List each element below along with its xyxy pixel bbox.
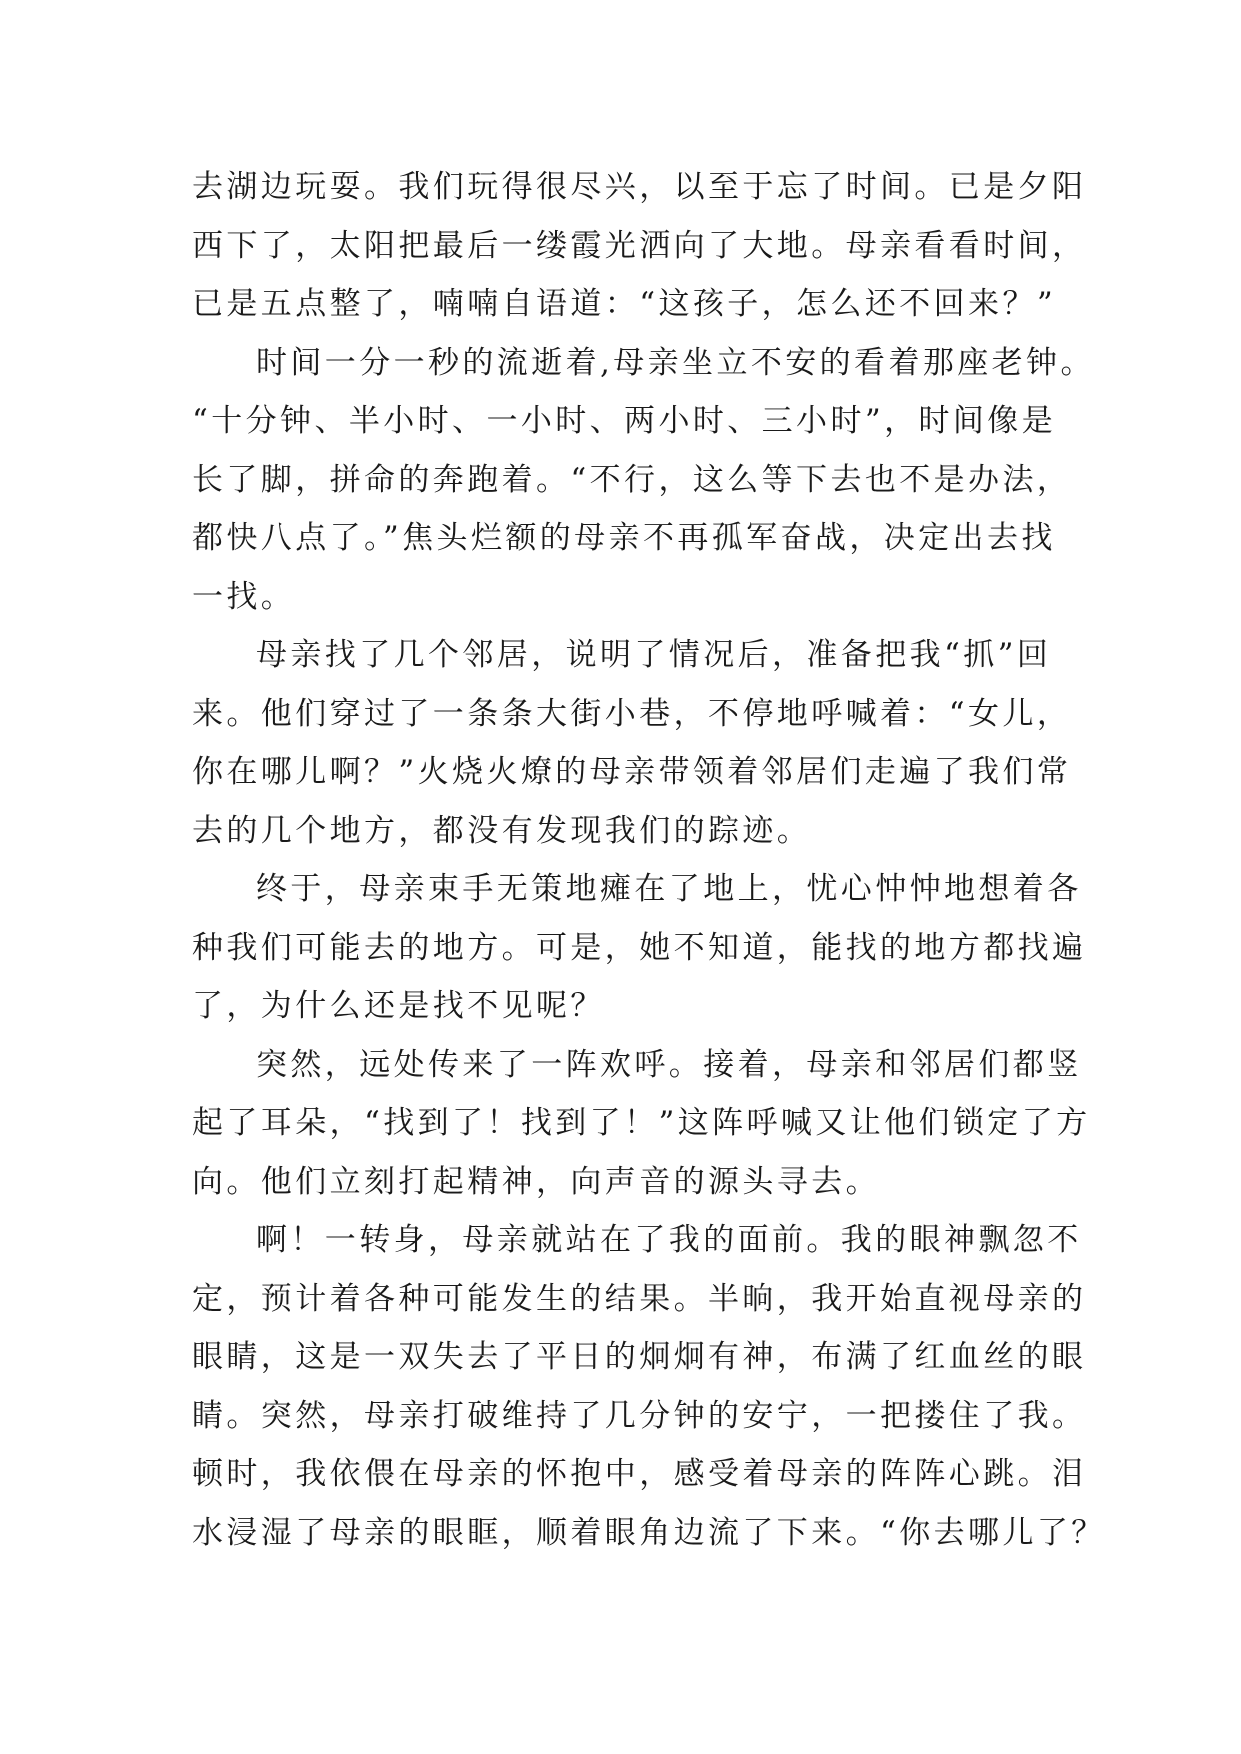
text-line: 睛。突然，母亲打破维持了几分钟的安宁，一把搂住了我。 xyxy=(192,1397,1087,1434)
text-line: 来。他们穿过了一条条大街小巷，不停地呼喊着：“女儿， xyxy=(192,695,1072,732)
text-line: 西下了，太阳把最后一缕霞光洒向了大地。母亲看看时间， xyxy=(192,227,1087,264)
text-line: 母亲找了几个邻居，说明了情况后，准备把我“抓”回 xyxy=(256,637,1052,673)
text-line: 你在哪儿啊？”火烧火燎的母亲带领着邻居们走遍了我们常 xyxy=(192,754,1072,790)
text-line: 一找。 xyxy=(192,578,296,615)
document-body xyxy=(192,158,1106,1562)
text-line: 时间一分一秒的流逝着,母亲坐立不安的看着那座老钟。 xyxy=(256,344,1095,381)
text-line: 种我们可能去的地方。可是，她不知道，能找的地方都找遍 xyxy=(192,929,1087,966)
text-line: 去湖边玩耍。我们玩得很尽兴，以至于忘了时间。已是夕阳 xyxy=(192,169,1087,205)
text-line: “十分钟、半小时、一小时、两小时、三小时”，时间像是 xyxy=(192,403,1057,439)
text-line: 向。他们立刻打起精神，向声音的源头寻去。 xyxy=(192,1163,880,1200)
text-line: 水浸湿了母亲的眼眶，顺着眼角边流了下来。“你去哪儿了？ xyxy=(192,1514,1106,1551)
text-line: 顿时，我依偎在母亲的怀抱中，感受着母亲的阵阵心跳。泪 xyxy=(192,1456,1087,1492)
text-line: 定，预计着各种可能发生的结果。半晌，我开始直视母亲的 xyxy=(192,1280,1087,1317)
text-line: 终于，母亲束手无策地瘫在了地上，忧心忡忡地想着各 xyxy=(256,871,1082,907)
text-line: 眼睛，这是一双失去了平日的炯炯有神，布满了红血丝的眼 xyxy=(192,1339,1087,1375)
text-line: 啊！一转身，母亲就站在了我的面前。我的眼神飘忽不 xyxy=(256,1222,1082,1258)
text-line: 起了耳朵，“找到了！找到了！”这阵呼喊又让他们锁定了方 xyxy=(192,1105,1091,1141)
text-line: 突然，远处传来了一阵欢呼。接着，母亲和邻居们都竖 xyxy=(256,1046,1082,1083)
text-line: 都快八点了。”焦头烂额的母亲不再孤军奋战，决定出去找 xyxy=(192,520,1056,556)
text-line: 已是五点整了，喃喃自语道：“这孩子，怎么还不回来？” xyxy=(192,286,1057,322)
text-line: 去的几个地方，都没有发现我们的踪迹。 xyxy=(192,812,812,849)
text-line: 了，为什么还是找不见呢？ xyxy=(192,988,605,1024)
text-line: 长了脚，拼命的奔跑着。“不行，这么等下去也不是办法， xyxy=(192,461,1072,498)
